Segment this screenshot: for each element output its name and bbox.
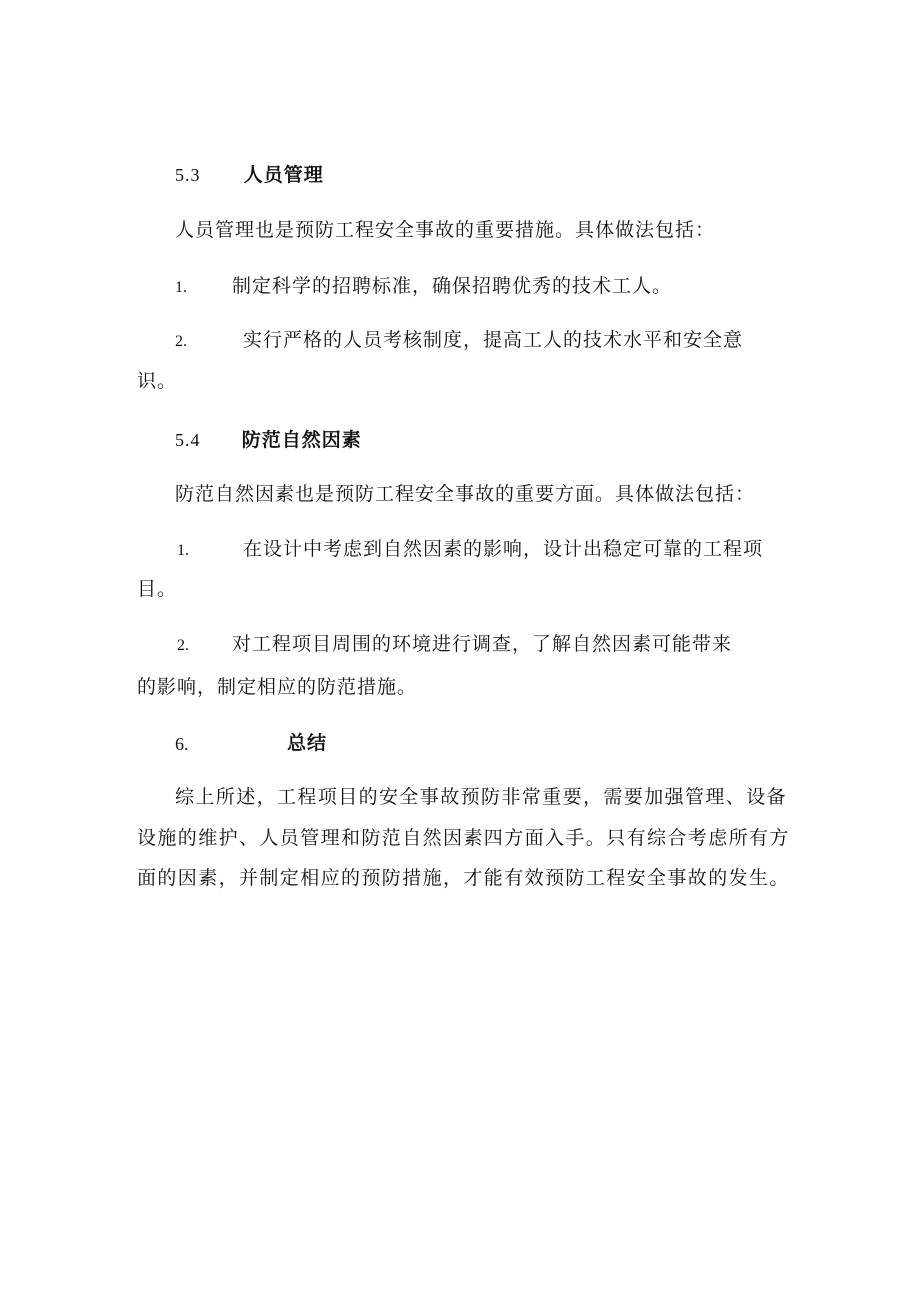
list-item-text-continued: 的影响，制定相应的防范措施。 [137,676,418,698]
summary-line: 面的因素，并制定相应的预防措施，才能有效预防工程安全事故的发生。 [137,867,790,889]
list-item-text-continued: 识。 [137,370,178,392]
section-title: 人员管理 [243,164,324,186]
list-item-number: 1. [175,279,187,296]
list-item-number: 2. [177,637,189,654]
list-item-text: 实行严格的人员考核制度，提高工人的技术水平和安全意 [243,329,744,351]
section-number: 5.4 [175,430,201,450]
list-item-text-continued: 目。 [137,578,178,600]
section-intro-5-4: 防范自然因素也是预防工程安全事故的重要方面。具体做法包括： [175,483,756,505]
list-item-number: 1. [177,542,189,559]
summary-line: 综上所述，工程项目的安全事故预防非常重要，需要加强管理、设备 [175,786,788,808]
section-title-6: 总结 [287,732,328,754]
list-item-text: 对工程项目周围的环境进行调查，了解自然因素可能带来 [232,633,733,655]
section-heading-5-4 [175,428,362,452]
summary-line: 设施的维护、人员管理和防范自然因素四方面入手。只有综合考虑所有方 [137,827,790,849]
section-number: 5.3 [175,165,201,185]
list-item-text: 制定科学的招聘标准，确保招聘优秀的技术工人。 [232,275,673,297]
section-intro-5-3: 人员管理也是预防工程安全事故的重要措施。具体做法包括： [175,219,716,241]
section-heading-5-3 [175,163,324,187]
list-item-number: 2. [175,333,187,350]
section-title: 防范自然因素 [241,429,362,451]
list-item-text: 在设计中考虑到自然因素的影响，设计出稳定可靠的工程项 [243,538,764,560]
section-number-6: 6. [175,734,189,754]
